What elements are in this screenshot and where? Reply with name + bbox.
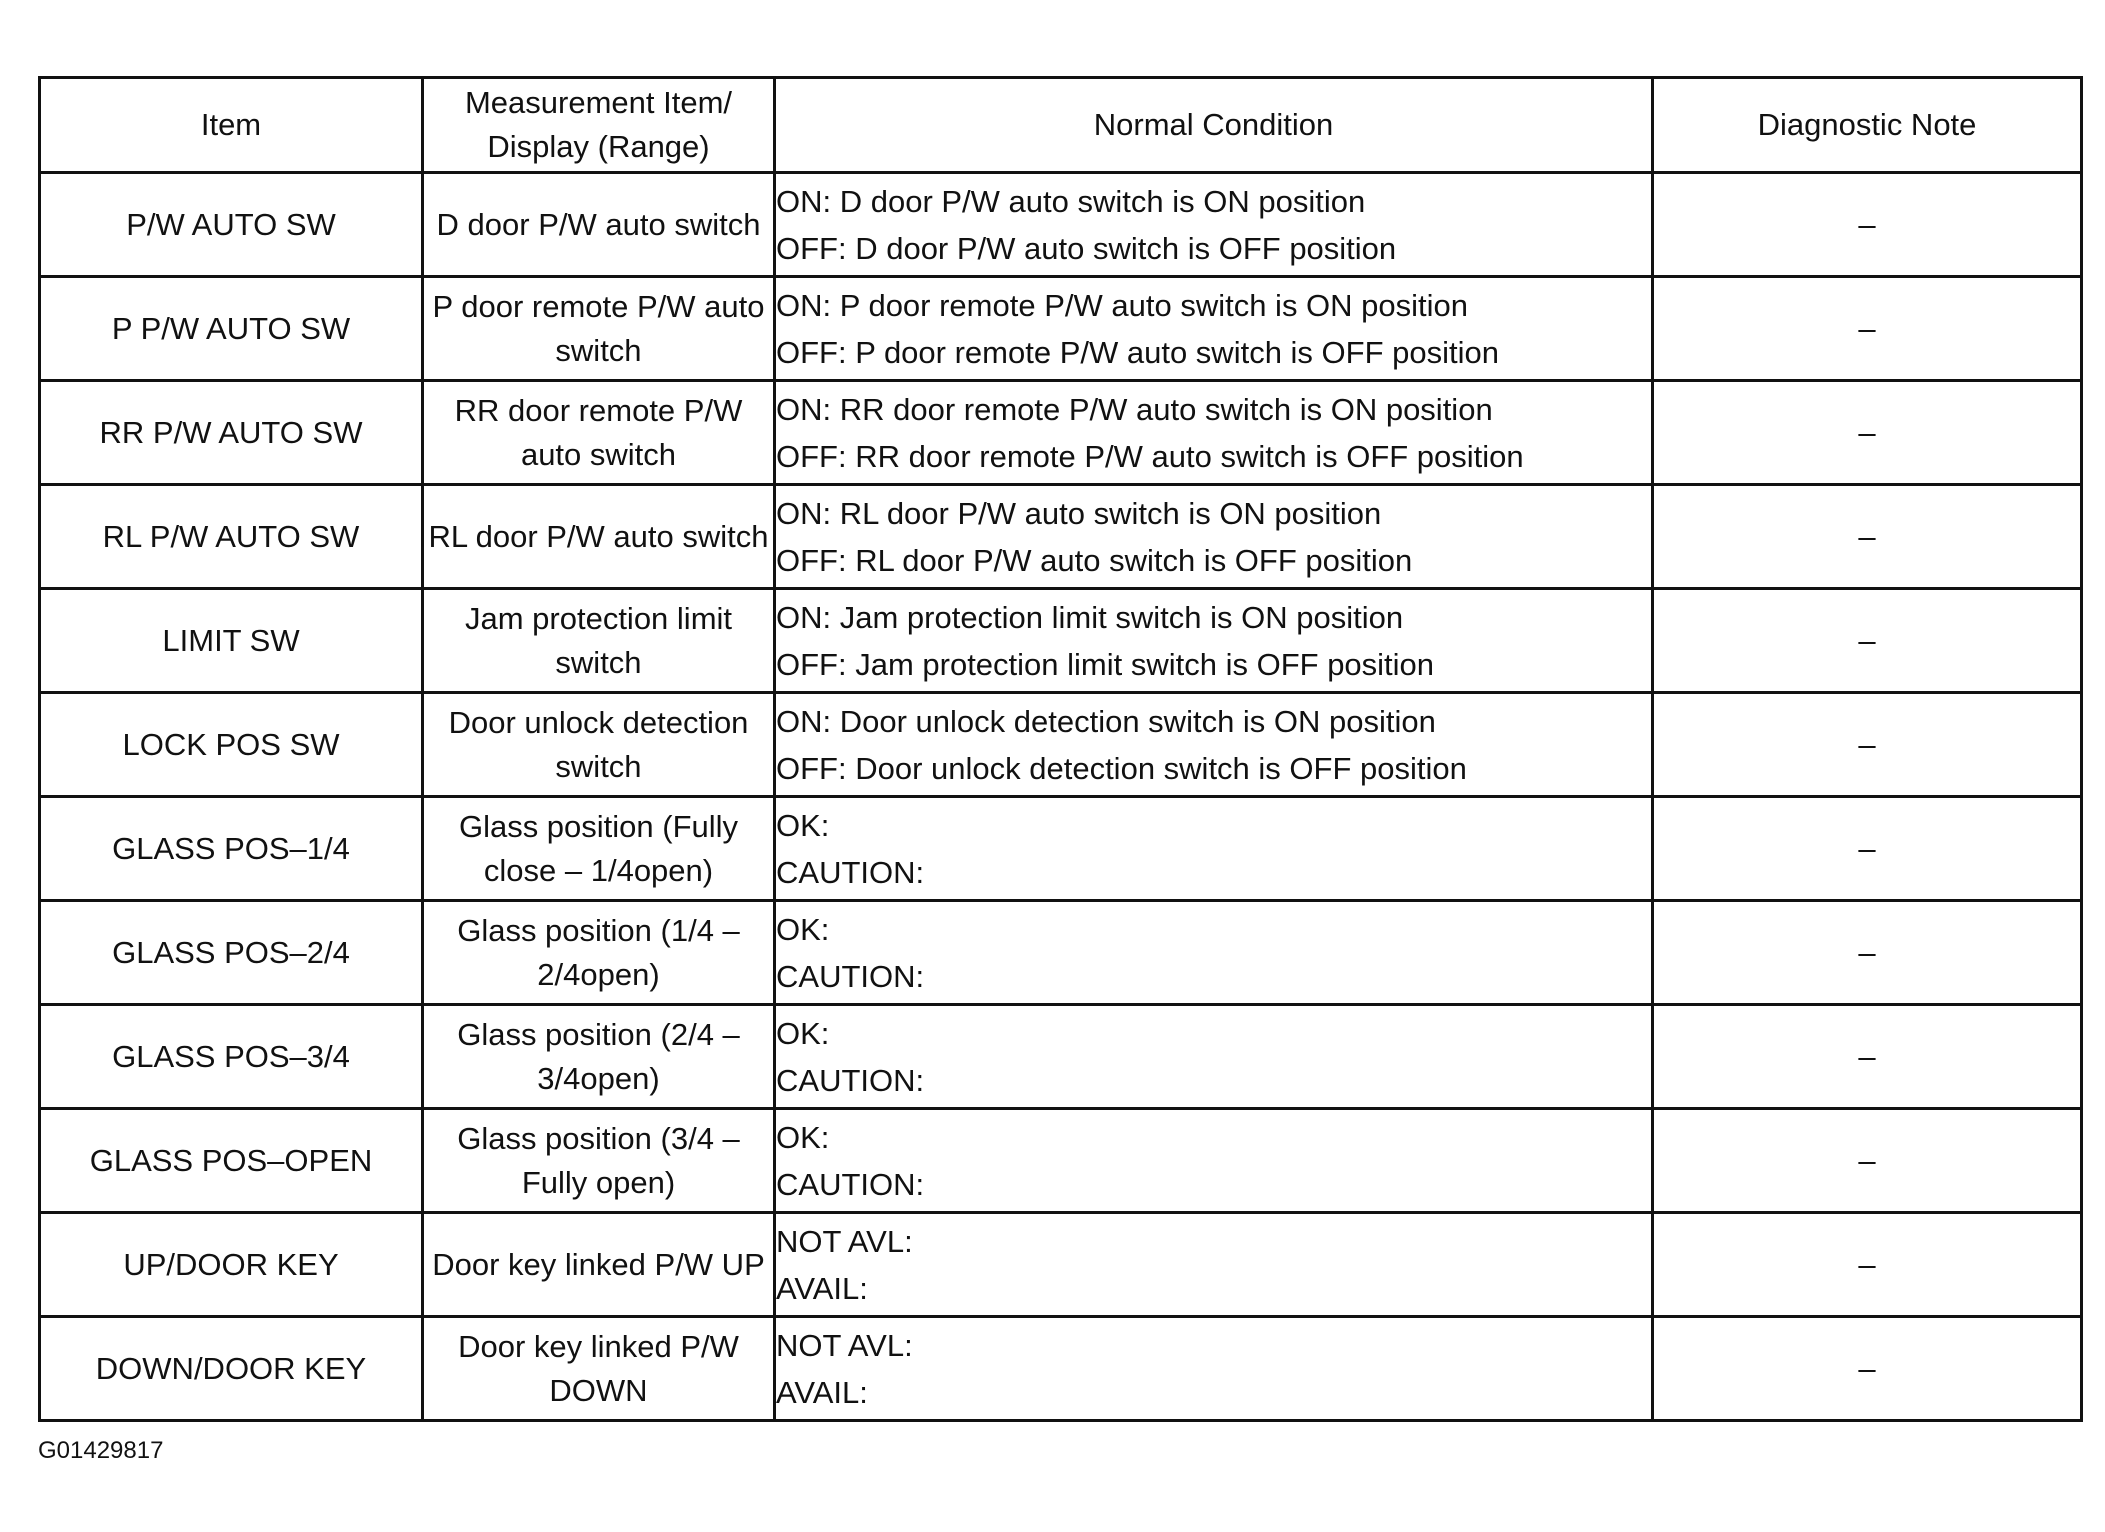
diagnostic-note-cell: – xyxy=(1653,1317,2082,1421)
condition-line: CAUTION: xyxy=(776,1166,925,1202)
measurement-cell: RL door P/W auto switch xyxy=(423,485,775,589)
condition-line: ON: Door unlock detection switch is ON position xyxy=(776,703,1436,739)
item-cell: GLASS POS–OPEN xyxy=(40,1109,423,1213)
measurement-cell: P door remote P/W auto switch xyxy=(423,277,775,381)
condition-line: CAUTION: xyxy=(776,1062,925,1098)
condition-line: ON: D door P/W auto switch is ON position xyxy=(776,183,1366,219)
normal-condition-cell xyxy=(775,485,1653,589)
diagnostic-note-cell: – xyxy=(1653,277,2082,381)
table-row xyxy=(40,277,2082,381)
header-row xyxy=(40,78,2082,173)
normal-condition-cell xyxy=(775,693,1653,797)
normal-condition-cell xyxy=(775,277,1653,381)
table-row xyxy=(40,485,2082,589)
condition-line: AVAIL: xyxy=(776,1374,868,1410)
condition-line: NOT AVL: xyxy=(776,1223,913,1259)
item-cell: RR P/W AUTO SW xyxy=(40,381,423,485)
diagnostic-note-cell: – xyxy=(1653,1109,2082,1213)
condition-line: OK: xyxy=(776,807,830,843)
header-item: Item xyxy=(40,78,423,173)
condition-line: OFF: RL door P/W auto switch is OFF position xyxy=(776,542,1413,578)
table-row xyxy=(40,1213,2082,1317)
condition-line: ON: Jam protection limit switch is ON position xyxy=(776,599,1404,635)
table-row xyxy=(40,901,2082,1005)
table-header xyxy=(40,78,2082,173)
normal-condition-cell xyxy=(775,381,1653,485)
item-cell: LOCK POS SW xyxy=(40,693,423,797)
normal-condition-cell xyxy=(775,1005,1653,1109)
diagnostic-note-cell: – xyxy=(1653,797,2082,901)
normal-condition-cell xyxy=(775,1317,1653,1421)
item-cell: P P/W AUTO SW xyxy=(40,277,423,381)
table-row xyxy=(40,1109,2082,1213)
figure-code: G01429817 xyxy=(38,1437,164,1464)
diagnostic-data-table xyxy=(38,76,2083,1422)
condition-line: ON: P door remote P/W auto switch is ON position xyxy=(776,287,1469,323)
diagnostic-note-cell: – xyxy=(1653,381,2082,485)
condition-line: OFF: Door unlock detection switch is OFF position xyxy=(776,750,1467,786)
diagnostic-note-cell: – xyxy=(1653,1005,2082,1109)
measurement-cell: D door P/W auto switch xyxy=(423,173,775,277)
table-row xyxy=(40,381,2082,485)
condition-line: OK: xyxy=(776,1119,830,1155)
normal-condition-cell xyxy=(775,1213,1653,1317)
table-row xyxy=(40,589,2082,693)
header-diagnostic-note: Diagnostic Note xyxy=(1653,78,2082,173)
table-body xyxy=(40,173,2082,1421)
item-cell: UP/DOOR KEY xyxy=(40,1213,423,1317)
diagnostic-note-cell: – xyxy=(1653,1213,2082,1317)
table-row xyxy=(40,693,2082,797)
condition-line: OK: xyxy=(776,1015,830,1051)
diagnostic-note-cell: – xyxy=(1653,173,2082,277)
measurement-cell: Door key linked P/W UP xyxy=(423,1213,775,1317)
condition-line: ON: RL door P/W auto switch is ON position xyxy=(776,495,1382,531)
condition-line: OFF: RR door remote P/W auto switch is OFF position xyxy=(776,438,1524,474)
condition-line: NOT AVL: xyxy=(776,1327,913,1363)
table-row xyxy=(40,173,2082,277)
measurement-cell: Glass position (Fully close – 1/4open) xyxy=(423,797,775,901)
diagnostic-note-cell: – xyxy=(1653,589,2082,693)
item-cell: DOWN/DOOR KEY xyxy=(40,1317,423,1421)
item-cell: LIMIT SW xyxy=(40,589,423,693)
header-measurement-line1: Measurement Item/ xyxy=(464,85,733,120)
item-cell: P/W AUTO SW xyxy=(40,173,423,277)
condition-line: ON: RR door remote P/W auto switch is ON position xyxy=(776,391,1493,427)
condition-line: CAUTION: xyxy=(776,854,925,890)
diagnostic-note-cell: – xyxy=(1653,485,2082,589)
condition-line: CAUTION: xyxy=(776,958,925,994)
item-cell: GLASS POS–2/4 xyxy=(40,901,423,1005)
normal-condition-cell xyxy=(775,797,1653,901)
measurement-cell: RR door remote P/W auto switch xyxy=(423,381,775,485)
normal-condition-cell xyxy=(775,1109,1653,1213)
normal-condition-cell xyxy=(775,589,1653,693)
condition-line: AVAIL: xyxy=(776,1270,868,1306)
condition-line: OFF: P door remote P/W auto switch is OFF position xyxy=(776,334,1499,370)
measurement-cell: Glass position (3/4 – Fully open) xyxy=(423,1109,775,1213)
header-normal-condition: Normal Condition xyxy=(775,78,1653,173)
measurement-cell: Glass position (1/4 – 2/4open) xyxy=(423,901,775,1005)
measurement-cell: Glass position (2/4 – 3/4open) xyxy=(423,1005,775,1109)
item-cell: GLASS POS–1/4 xyxy=(40,797,423,901)
measurement-cell: Door unlock detection switch xyxy=(423,693,775,797)
item-cell: RL P/W AUTO SW xyxy=(40,485,423,589)
normal-condition-cell xyxy=(775,173,1653,277)
diagnostic-note-cell: – xyxy=(1653,901,2082,1005)
normal-condition-cell xyxy=(775,901,1653,1005)
table-row xyxy=(40,797,2082,901)
header-measurement xyxy=(423,78,775,173)
condition-line: OK: xyxy=(776,911,830,947)
measurement-cell: Door key linked P/W DOWN xyxy=(423,1317,775,1421)
item-cell: GLASS POS–3/4 xyxy=(40,1005,423,1109)
table-row xyxy=(40,1005,2082,1109)
diagnostic-note-cell: – xyxy=(1653,693,2082,797)
condition-line: OFF: D door P/W auto switch is OFF position xyxy=(776,230,1397,266)
condition-line: OFF: Jam protection limit switch is OFF position xyxy=(776,646,1435,682)
measurement-cell: Jam protection limit switch xyxy=(423,589,775,693)
header-measurement-line2: Display (Range) xyxy=(487,129,710,164)
table-row xyxy=(40,1317,2082,1421)
